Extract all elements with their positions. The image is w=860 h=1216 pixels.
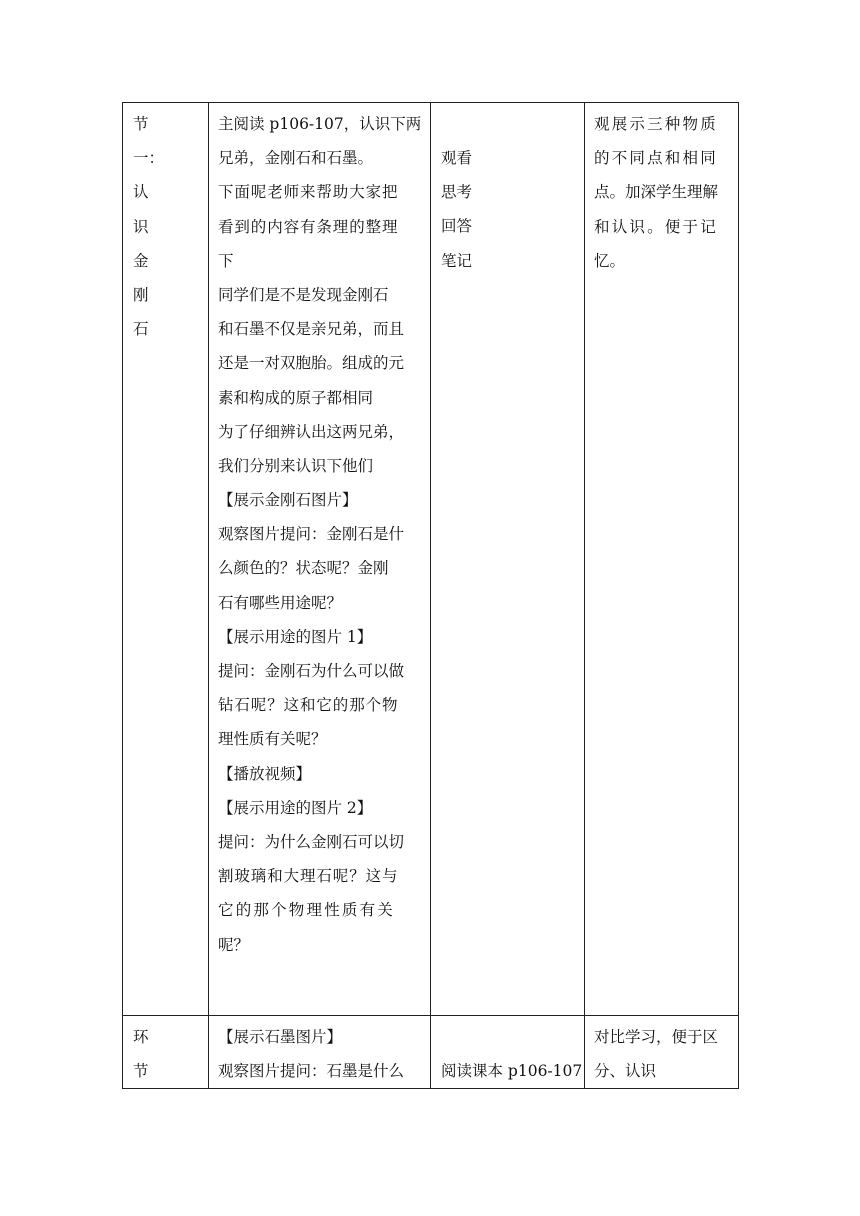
lesson-plan-table — [122, 102, 739, 1089]
student-activity-cell — [431, 103, 585, 1016]
intent-line: 和认识。便于记 — [594, 217, 718, 236]
teacher-line: 割玻璃和大理石呢？这与 — [218, 867, 399, 886]
table-row — [123, 103, 739, 1016]
teacher-line: 它的那个物理性质有关 — [218, 901, 396, 920]
design-intent-cell — [585, 1016, 739, 1089]
design-intent-cell — [585, 103, 739, 1016]
intent-line: 观展示三种物质 — [594, 115, 718, 133]
teacher-line: 【展示金刚石图片】 — [218, 491, 358, 510]
student-line: 笔记 — [441, 251, 473, 270]
teacher-activity-cell — [209, 1016, 431, 1089]
teacher-line: 还是一对双胞胎。组成的元 — [218, 354, 405, 373]
teacher-line: 【展示用途的图片 1】 — [218, 627, 373, 646]
section-char: 环 — [133, 1028, 149, 1046]
table-row — [123, 1016, 739, 1089]
section-cell — [123, 103, 209, 1016]
teacher-line: 石有哪些用途呢？ — [218, 593, 343, 612]
teacher-line: 么颜色的？状态呢？金刚 — [218, 559, 389, 578]
teacher-line: 看到的内容有条理的整理 — [218, 217, 399, 236]
teacher-line: 素和构成的原子都相同 — [218, 388, 374, 407]
student-line: 回答 — [441, 217, 473, 236]
teacher-line: 下面呢老师来帮助大家把 — [218, 183, 399, 202]
teacher-line: 主阅读 p106-107，认识下两 — [218, 115, 422, 133]
teacher-line: 呢？ — [218, 935, 250, 954]
intent-line: 对比学习，便于区 — [594, 1028, 719, 1046]
teacher-activity-cell — [209, 103, 431, 1016]
student-line: 阅读课本 p106-107 — [441, 1062, 583, 1080]
student-line: 观看 — [441, 149, 473, 167]
intent-line: 点。加深学生理解 — [594, 183, 719, 202]
teacher-line: 钻石呢？这和它的那个物 — [218, 696, 399, 715]
intent-line: 的不同点和相同 — [594, 149, 718, 168]
teacher-line: 【展示用途的图片 2】 — [218, 798, 373, 817]
section-char: 一： — [133, 149, 165, 168]
teacher-line: 下 — [218, 251, 234, 270]
teacher-line: 观察图片提问：金刚石是什 — [218, 525, 405, 544]
teacher-line: 同学们是不是发现金刚石 — [218, 285, 389, 304]
teacher-line: 我们分别来认识下他们 — [218, 456, 374, 475]
teacher-line: 兄弟，金刚石和石墨。 — [218, 149, 374, 168]
section-cell — [123, 1016, 209, 1089]
intent-line: 分、认识 — [594, 1062, 657, 1081]
student-activity-cell — [431, 1016, 585, 1089]
intent-line: 忆。 — [594, 251, 626, 270]
section-char: 节 — [133, 1062, 149, 1081]
teacher-line: 【展示石墨图片】 — [218, 1028, 343, 1046]
teacher-line: 理性质有关呢？ — [218, 730, 327, 749]
section-char: 识 — [133, 217, 149, 236]
teacher-line: 为了仔细辨认出这两兄弟， — [218, 422, 405, 441]
student-line: 思考 — [441, 183, 473, 202]
section-char: 石 — [133, 320, 149, 339]
section-char: 刚 — [133, 285, 149, 304]
section-char: 认 — [133, 183, 149, 202]
teacher-line: 和石墨不仅是亲兄弟，而且 — [218, 320, 405, 339]
teacher-line: 观察图片提问：石墨是什么 — [218, 1062, 405, 1081]
section-char: 金 — [133, 251, 149, 270]
teacher-line: 提问：金刚石为什么可以做 — [218, 662, 405, 680]
section-char: 节 — [133, 115, 149, 133]
teacher-line: 提问：为什么金刚石可以切 — [218, 832, 405, 851]
teacher-line: 【播放视频】 — [218, 764, 312, 783]
